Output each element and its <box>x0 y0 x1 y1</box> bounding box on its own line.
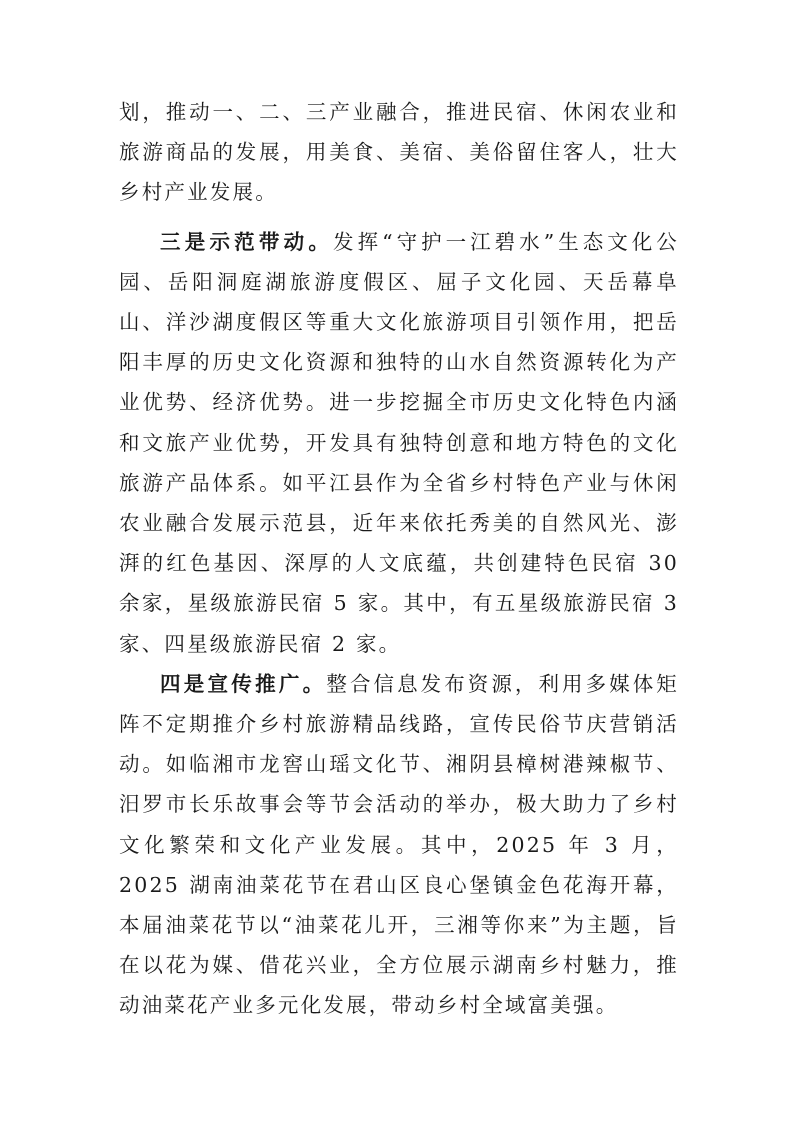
paragraph-text: 发挥“守护一江碧水”生态文化公园、岳阳洞庭湖旅游度假区、屈子文化园、天岳幕阜山、洋沙湖度假区等重大文化旅游项目引领作用，把岳阳丰厚的历史文化资源和独特的山水自然资源转化为产业优势、经济优势。进一步挖掘全市历史文化特色内涵和文旅产业优势，开发具有独特创意和地方特色的文化旅游产品体系。如平江县作为全省乡村特色产业与休闲农业融合发展示范县，近年来依托秀美的自然风光、澎湃的红色基因、深厚的人文底蕴，共创建特色民宿 30 余家，星级旅游民宿 5 家。其中，有五星级旅游民宿 3 家、四星级旅游民宿 2 家。 <box>119 229 679 656</box>
paragraph-lead-heading: 四是宣传推广。 <box>160 671 327 696</box>
document-page <box>119 92 679 1026</box>
paragraph-lead-heading: 三是示范带动。 <box>160 229 334 254</box>
paragraph-demonstration <box>119 222 679 664</box>
paragraph-continuation <box>119 92 679 213</box>
paragraph-text: 划，推动一、二、三产业融合，推进民宿、休闲农业和旅游商品的发展，用美食、美宿、美俗留住客人，壮大乡村产业发展。 <box>119 100 679 205</box>
paragraph-promotion <box>119 664 679 1026</box>
paragraph-text: 整合信息发布资源，利用多媒体矩阵不定期推介乡村旅游精品线路，宣传民俗节庆营销活动。如临湘市龙窖山瑶文化节、湘阴县樟树港辣椒节、汨罗市长乐故事会等节会活动的举办，极大助力了乡村文化繁荣和文化产业发展。其中，2025 年 3 月，2025 湖南油菜花节在君山区良心堡镇金色花海开幕，本届油菜花节以“油菜花儿开，三湘等你来”为主题，旨在以花为媒、借花兴业，全方位展示湖南乡村魅力，推动油菜花产业多元化发展，带动乡村全域富美强。 <box>119 671 679 1018</box>
